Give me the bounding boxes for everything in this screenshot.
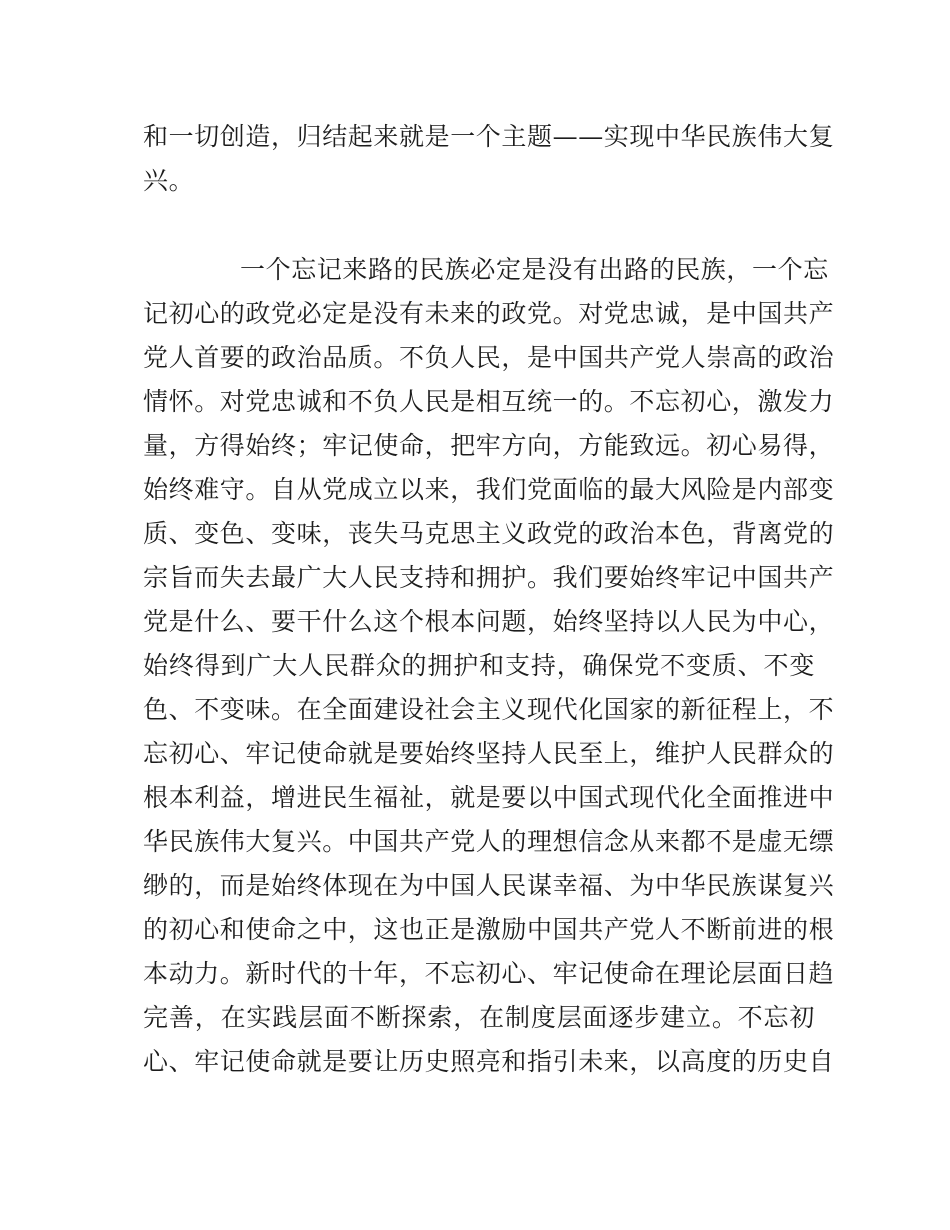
text-line: 质、变色、变味，丧失马克思主义政党的政治本色，背离党的 <box>143 519 835 548</box>
text-line: 党是什么、要干什么这个根本问题，始终坚持以人民为中心， <box>143 607 835 636</box>
text-line: 完善，在实践层面不断探索，在制度层面逐步建立。不忘初 <box>143 1003 815 1032</box>
text-line: 始终得到广大人民群众的拥护和支持，确保党不变质、不变 <box>143 651 815 680</box>
text-line: 心、牢记使命就是要让历史照亮和指引未来，以高度的历史自 <box>143 1047 835 1076</box>
text-line: 记初心的政党必定是没有未来的政党。对党忠诚，是中国共产 <box>143 299 835 328</box>
text-line: 宗旨而失去最广大人民支持和拥护。我们要始终牢记中国共产 <box>143 563 835 592</box>
text-line: 党人首要的政治品质。不负人民，是中国共产党人崇高的政治 <box>143 343 835 372</box>
text-line: 一个忘记来路的民族必定是没有出路的民族，一个忘 <box>240 255 829 284</box>
text-line: 始终难守。自从党成立以来，我们党面临的最大风险是内部变 <box>143 475 835 504</box>
text-line: 缈的，而是始终体现在为中国人民谋幸福、为中华民族谋复兴 <box>143 871 835 900</box>
text-line: 量，方得始终；牢记使命，把牢方向，方能致远。初心易得， <box>143 431 835 460</box>
text-line: 兴。 <box>143 166 195 195</box>
text-line: 忘初心、牢记使命就是要始终坚持人民至上，维护人民群众的 <box>143 739 835 768</box>
text-line: 根本利益，增进民生福祉，就是要以中国式现代化全面推进中 <box>143 783 835 812</box>
text-line: 本动力。新时代的十年，不忘初心、牢记使命在理论层面日趋 <box>143 959 835 988</box>
text-line: 的初心和使命之中，这也正是激励中国共产党人不断前进的根 <box>143 915 835 944</box>
text-line: 和一切创造，归结起来就是一个主题——实现中华民族伟大复 <box>143 122 835 151</box>
text-line: 情怀。对党忠诚和不负人民是相互统一的。不忘初心，激发力 <box>143 387 835 416</box>
text-line: 华民族伟大复兴。中国共产党人的理想信念从来都不是虚无缥 <box>143 827 835 856</box>
text-line: 色、不变味。在全面建设社会主义现代化国家的新征程上，不 <box>143 695 835 724</box>
